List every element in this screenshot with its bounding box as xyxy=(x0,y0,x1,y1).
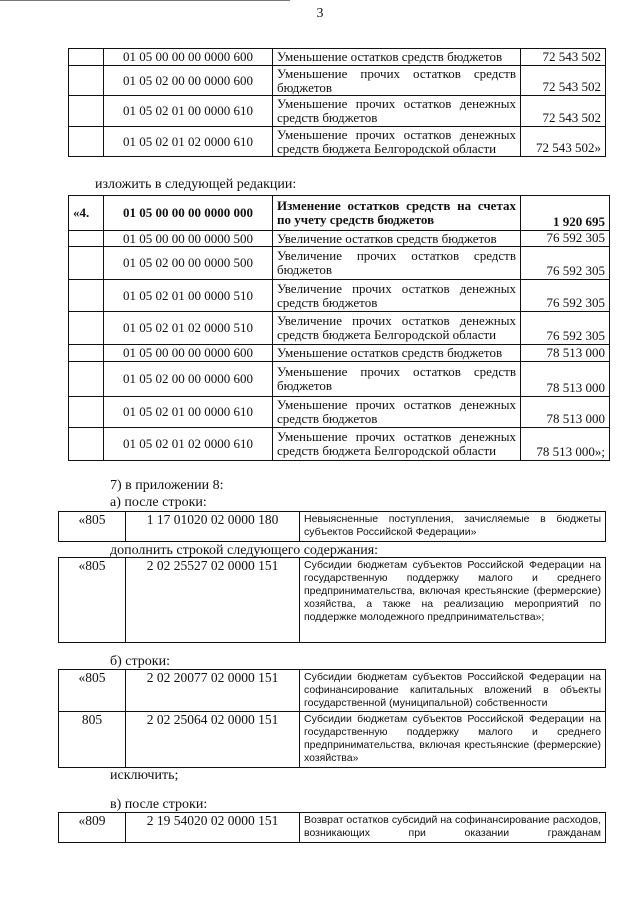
table-row: 01 05 02 00 00 0000 600 Уменьшение прочих остатков средств бюджетов 72 543 502 xyxy=(69,66,606,96)
table-row: «809 2 19 54020 02 0000 151 Возврат остатков субсидий на софинансирование расходов, возникающих при оказании гражданам xyxy=(59,813,606,843)
table-row: 01 05 02 01 00 0000 510 Увеличение прочих остатков денежных средств бюджетов 76 592 305 xyxy=(69,280,610,312)
text-c-after-row: в) после строки: xyxy=(110,797,208,812)
text-appendix-8: 7) в приложении 8: xyxy=(110,478,224,493)
table-row: 01 05 02 01 00 0000 610 Уменьшение прочих остатков денежных средств бюджетов 72 543 502 xyxy=(69,96,606,127)
table-row: 805 2 02 25064 02 0000 151 Субсидии бюджетам субъектов Российской Федерации на государственную поддержку малого и среднего предпринимательства, включая крестьянские (фермерские) хозяйства» xyxy=(59,712,606,768)
income-table-b xyxy=(58,669,606,768)
text-a-after-row: а) после строки: xyxy=(110,495,207,510)
table-row: 01 05 00 00 00 0000 600 Уменьшение остатков средств бюджетов 72 543 502 xyxy=(69,49,606,66)
header-rule xyxy=(0,0,290,1)
table-row: 01 05 00 00 00 0000 600 Уменьшение остатков средств бюджетов 78 513 000 xyxy=(69,345,610,362)
text-b-rows: б) строки: xyxy=(110,654,170,669)
table-row: «805 2 02 25527 02 0000 151 Субсидии бюджетам субъектов Российской Федерации на государственную поддержку малого и среднего предпринимательства, включая крестьянские (фермерские) хозяйства, а также на реализацию мероприятий по поддержке молодежного предпринимательства»; xyxy=(59,558,606,643)
income-table-c xyxy=(58,812,606,843)
page-number: 3 xyxy=(316,6,324,21)
table-row: 01 05 02 01 02 0000 610 Уменьшение прочих остатков денежных средств бюджета Белгородской области 78 513 000»; xyxy=(69,428,610,461)
text-redaction: изложить в следующей редакции: xyxy=(95,177,297,192)
table-row: 01 05 02 01 02 0000 610 Уменьшение прочих остатков денежных средств бюджета Белгородской области 72 543 502» xyxy=(69,127,606,157)
table-row: «805 2 02 20077 02 0000 151 Субсидии бюджетам субъектов Российской Федерации на софинансирование капитальных вложений в объекты государственной (муниципальной) собственности xyxy=(59,670,606,712)
text-exclude: исключить; xyxy=(110,768,179,783)
table-row: 01 05 02 01 00 0000 610 Уменьшение прочих остатков денежных средств бюджетов 78 513 000 xyxy=(69,397,610,428)
table-header-row: «4. 01 05 00 00 00 0000 000 Изменение остатков средств на счетах по учету средств бюджетов 1 920 695 xyxy=(69,196,610,231)
income-table-a xyxy=(58,511,606,542)
sources-table-continued xyxy=(68,48,606,157)
text-add-row: дополнить строкой следующего содержания: xyxy=(110,543,379,558)
income-table-add xyxy=(58,557,606,643)
table-row: 01 05 02 01 02 0000 510 Увеличение прочих остатков денежных средств бюджета Белгородской области 76 592 305 xyxy=(69,312,610,345)
table-row: 01 05 00 00 00 0000 500 Увеличение остатков средств бюджетов 76 592 305 xyxy=(69,231,610,247)
sources-table xyxy=(68,195,610,461)
table-row: «805 1 17 01020 02 0000 180 Невыясненные поступления, зачисляемые в бюджеты субъектов Российской Федерации» xyxy=(59,512,606,542)
table-row: 01 05 02 00 00 0000 500 Увеличение прочих остатков средств бюджетов 76 592 305 xyxy=(69,247,610,280)
table-row: 01 05 02 00 00 0000 600 Уменьшение прочих остатков средств бюджетов 78 513 000 xyxy=(69,362,610,397)
